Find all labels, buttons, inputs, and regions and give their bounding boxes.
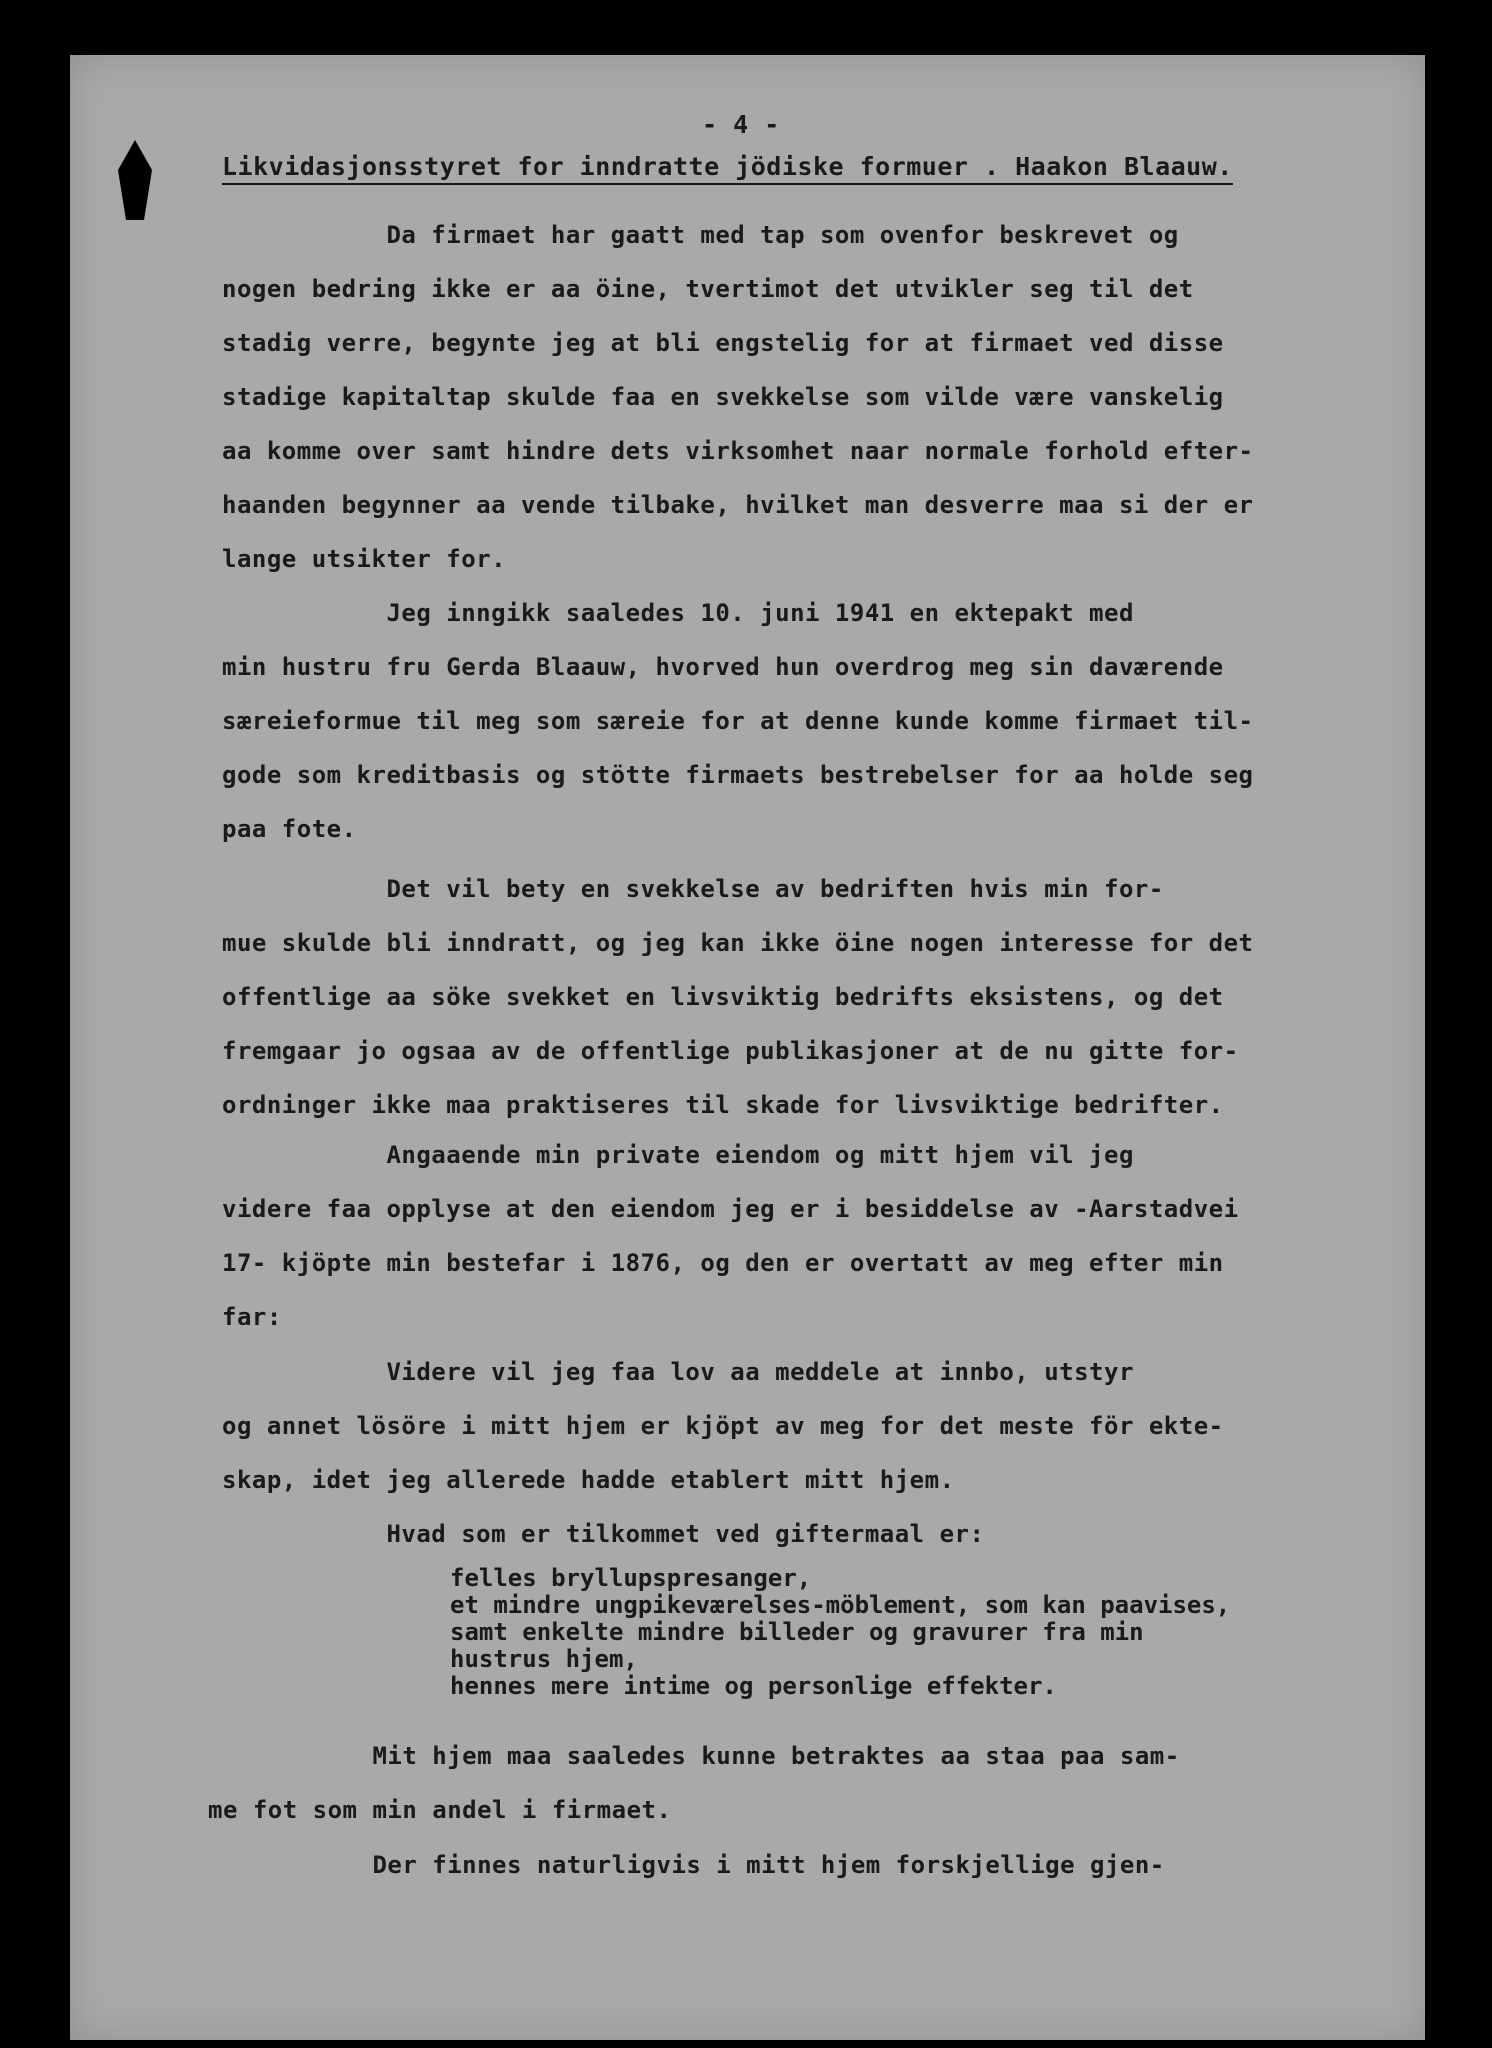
text-line: Der finnes naturligvis i mitt hjem forskjellige gjen- [208, 1851, 1165, 1879]
list-item: samt enkelte mindre billeder og gravurer fra min [450, 1618, 1144, 1646]
text-line: paa fote. [222, 815, 357, 843]
text-line: Mit hjem maa saaledes kunne betraktes aa staa paa sam- [208, 1742, 1180, 1770]
text-line: særeieformue til meg som særeie for at denne kunde komme firmaet til- [222, 707, 1254, 735]
punch-hole-mark [118, 140, 152, 220]
paragraph-6 [208, 1729, 1180, 1837]
text-line: Videre vil jeg faa lov aa meddele at innbo, utstyr [222, 1358, 1134, 1386]
text-line: Hvad som er tilkommet ved giftermaal er: [222, 1520, 985, 1548]
text-line: 17- kjöpte min bestefar i 1876, og den er overtatt av meg efter min [222, 1249, 1224, 1277]
list-item: hennes mere intime og personlige effekter. [450, 1672, 1057, 1700]
paragraph-4 [222, 1128, 1239, 1344]
text-line: far: [222, 1303, 282, 1331]
paragraph-3 [222, 862, 1254, 1132]
text-line: nogen bedring ikke er aa öine, tvertimot det utvikler seg til det [222, 275, 1194, 303]
page-number: - 4 - [702, 110, 780, 139]
text-line: mue skulde bli inndratt, og jeg kan ikke öine nogen interesse for det [222, 929, 1254, 957]
text-line: stadige kapitaltap skulde faa en svekkelse som vilde være vanskelig [222, 383, 1224, 411]
text-line: og annet lösöre i mitt hjem er kjöpt av meg for det meste för ekte- [222, 1412, 1224, 1440]
items-list [450, 1565, 1230, 1700]
text-line: Angaaende min private eiendom og mitt hjem vil jeg [222, 1141, 1134, 1169]
paragraph-2 [222, 586, 1254, 856]
text-line: aa komme over samt hindre dets virksomhet naar normale forhold efter- [222, 437, 1254, 465]
text-line: min hustru fru Gerda Blaauw, hvorved hun overdrog meg sin daværende [222, 653, 1224, 681]
text-line: lange utsikter for. [222, 545, 507, 573]
text-line: me fot som min andel i firmaet. [208, 1796, 672, 1824]
text-line: Det vil bety en svekkelse av bedriften hvis min for- [222, 875, 1164, 903]
paragraph-5 [222, 1345, 1224, 1561]
paragraph-7 [208, 1838, 1165, 1892]
text-line: ordninger ikke maa praktiseres til skade for livsviktige bedrifter. [222, 1091, 1224, 1119]
text-line: gode som kreditbasis og stötte firmaets bestrebelser for aa holde seg [222, 761, 1254, 789]
text-line: fremgaar jo ogsaa av de offentlige publikasjoner at de nu gitte for- [222, 1037, 1239, 1065]
text-line: skap, idet jeg allerede hadde etablert mitt hjem. [222, 1466, 955, 1494]
text-line: haanden begynner aa vende tilbake, hvilket man desverre maa si der er [222, 491, 1254, 519]
text-line: videre faa opplyse at den eiendom jeg er i besiddelse av -Aarstadvei [222, 1195, 1239, 1223]
list-item: hustrus hjem, [450, 1645, 638, 1673]
list-item: felles bryllupspresanger, [450, 1564, 812, 1592]
text-line: stadig verre, begynte jeg at bli engstelig for at firmaet ved disse [222, 329, 1224, 357]
text-line: Jeg inngikk saaledes 10. juni 1941 en ektepakt med [222, 599, 1134, 627]
paragraph-1 [222, 208, 1254, 586]
text-line: Da firmaet har gaatt med tap som ovenfor beskrevet og [222, 221, 1179, 249]
text-line: offentlige aa söke svekket en livsviktig bedrifts eksistens, og det [222, 983, 1224, 1011]
list-item: et mindre ungpikeværelses-möblement, som kan paavises, [450, 1591, 1231, 1619]
page-heading: Likvidasjonsstyret for inndratte jödiske formuer . Haakon Blaauw. [222, 152, 1233, 185]
